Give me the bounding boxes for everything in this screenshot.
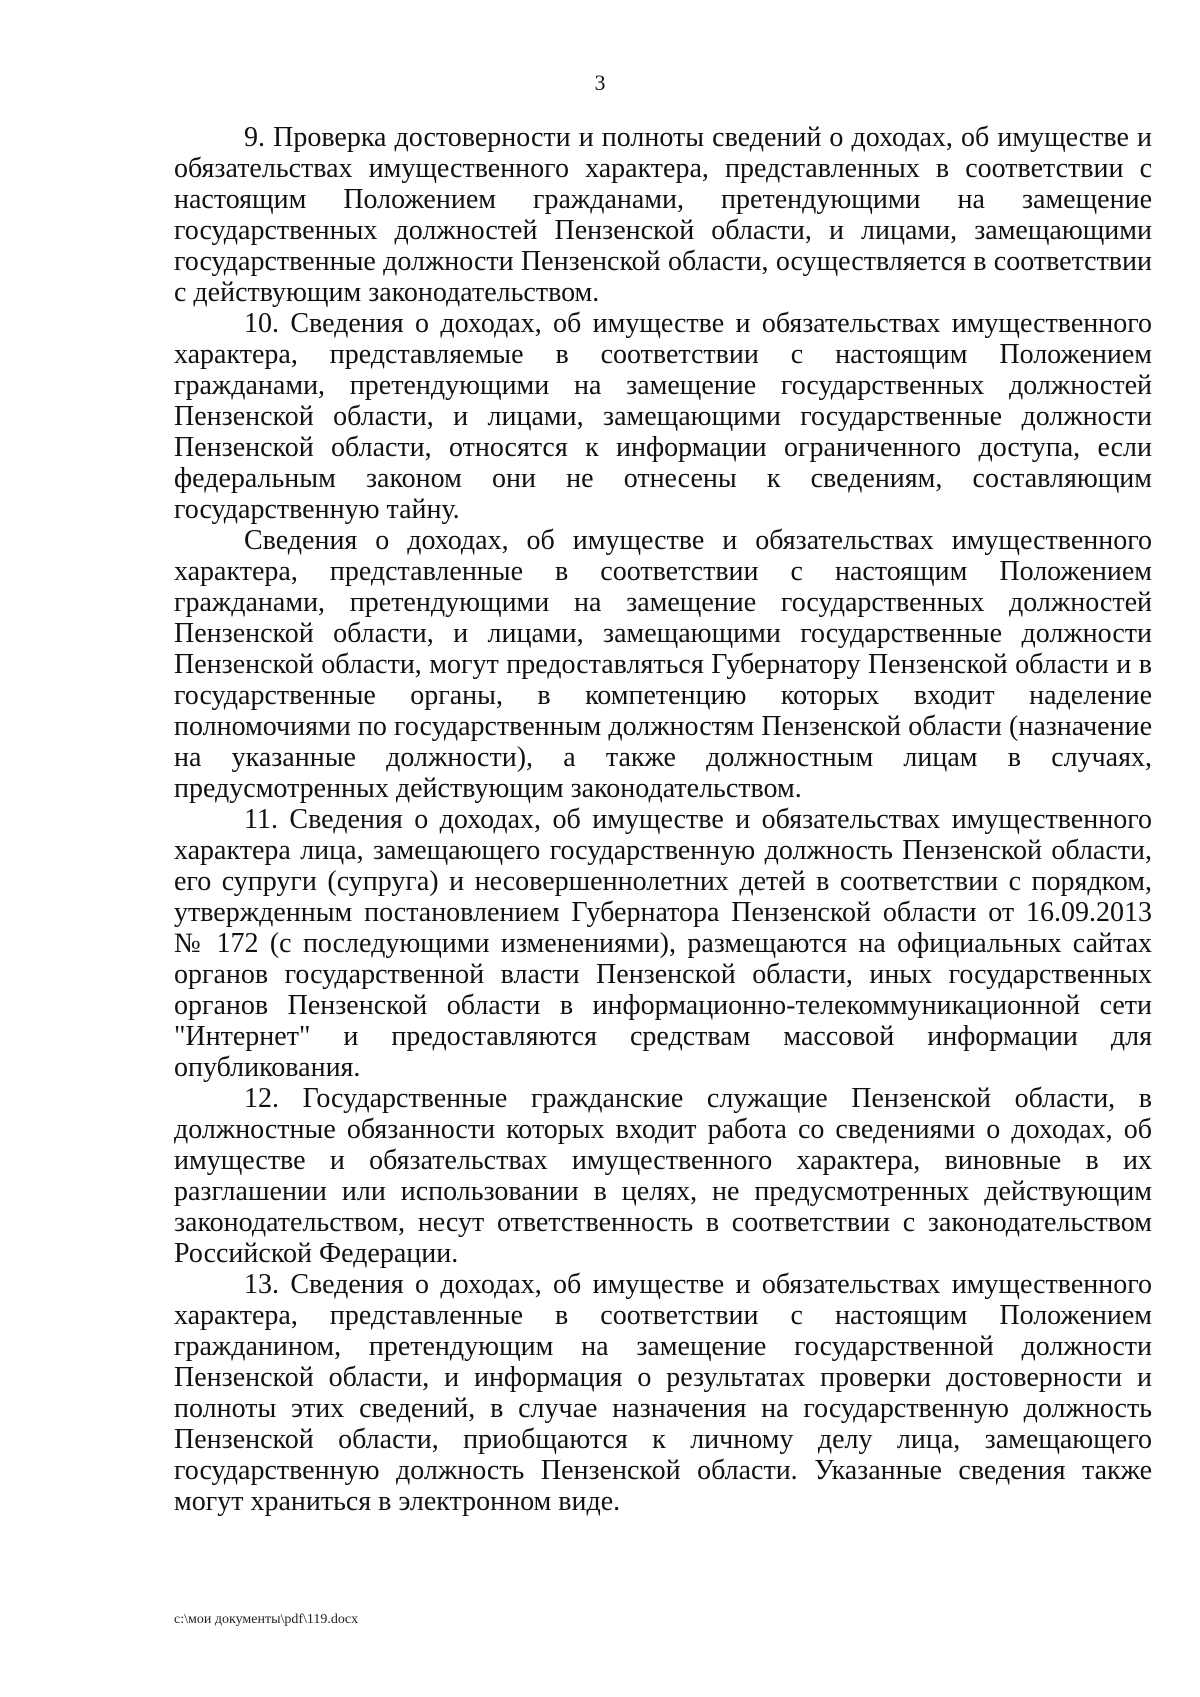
paragraph-11: 11. Сведения о доходах, об имуществе и обязательствах имущественного характера лица, замещающего государственную должность Пензенской области, его супруги (супруга) и несовершеннолетних детей в соответствии с порядком, утвержденным постановлением Губернатора Пензенской области от 16.09.2013 № 172 (с последующими изменениями), размещаются на официальных сайтах органов государственной власти Пензенской области, иных государственных органов Пензенской области в информационно-телекоммуникационной сети "Интернет" и предоставляются средствам массовой информации для опубликования.: [174, 804, 1152, 1083]
paragraph-13: 13. Сведения о доходах, об имуществе и обязательствах имущественного характера, представленные в соответствии с настоящим Положением гражданином, претендующим на замещение государственной должности Пензенской области, и информация о результатах проверки достоверности и полноты этих сведений, в случае назначения на государственную должность Пензенской области, приобщаются к личному делу лица, замещающего государственную должность Пензенской области. Указанные сведения также могут храниться в электронном виде.: [174, 1269, 1152, 1517]
footer-file-path: c:\мои документы\pdf\119.docx: [174, 1612, 359, 1627]
page-number: 3: [594, 70, 606, 95]
paragraph-10-continuation: Сведения о доходах, об имуществе и обязательствах имущественного характера, представленные в соответствии с настоящим Положением гражданами, претендующими на замещение государственных должностей Пензенской области, и лицами, замещающими государственные должности Пензенской области, могут предоставляться Губернатору Пензенской области и в государственные органы, в компетенцию которых входит наделение полномочиями по государственным должностям Пензенской области (назначение на указанные должности), а также должностным лицам в случаях, предусмотренных действующим законодательством.: [174, 525, 1152, 804]
paragraph-10: 10. Сведения о доходах, об имуществе и обязательствах имущественного характера, представляемые в соответствии с настоящим Положением гражданами, претендующими на замещение государственных должностей Пензенской области, и лицами, замещающими государственные должности Пензенской области, относятся к информации ограниченного доступа, если федеральным законом они не отнесены к сведениям, составляющим государственную тайну.: [174, 308, 1152, 525]
document-body: [174, 122, 1152, 1517]
paragraph-9: 9. Проверка достоверности и полноты сведений о доходах, об имуществе и обязательствах имущественного характера, представленных в соответствии с настоящим Положением гражданами, претендующими на замещение государственных должностей Пензенской области, и лицами, замещающими государственные должности Пензенской области, осуществляется в соответствии с действующим законодательством.: [174, 122, 1152, 308]
paragraph-12: 12. Государственные гражданские служащие Пензенской области, в должностные обязанности которых входит работа со сведениями о доходах, об имуществе и обязательствах имущественного характера, виновные в их разглашении или использовании в целях, не предусмотренных действующим законодательством, несут ответственность в соответствии с законодательством Российской Федерации.: [174, 1083, 1152, 1269]
